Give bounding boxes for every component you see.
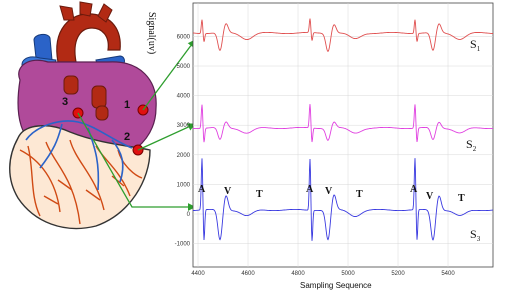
- series-label-s1: $S_1$: [470, 37, 481, 53]
- y-axis-ticks: [175, 34, 191, 247]
- wave-label-v: V: [325, 186, 333, 197]
- site-label-1: 1: [124, 99, 131, 111]
- y-tick-label: 0: [186, 212, 190, 218]
- series-label-s2: $S_2$: [466, 137, 477, 153]
- wave-label-t: T: [356, 189, 363, 200]
- site-label-2: 2: [124, 131, 131, 143]
- y-tick-label: 2000: [176, 152, 190, 159]
- x-tick-label: 5400: [441, 271, 455, 277]
- x-tick-label: 4400: [191, 271, 205, 277]
- y-tick-label: 5000: [176, 64, 190, 70]
- site-label-3: 3: [62, 96, 69, 108]
- series-label-s3: $S_3$: [470, 227, 481, 243]
- aorta: [57, 14, 120, 62]
- y-tick-label: 3000: [176, 123, 190, 130]
- wave-label-a: A: [198, 184, 206, 195]
- vena-cava: [34, 34, 52, 60]
- wave-label-a: A: [410, 184, 418, 195]
- y-tick-label: 1000: [176, 182, 190, 189]
- x-axis-label: Sampling Sequence: [300, 281, 372, 290]
- y-tick-label: -1000: [174, 241, 190, 248]
- wave-label-v: V: [426, 191, 434, 202]
- x-tick-label: 4600: [241, 271, 255, 277]
- x-tick-label: 5000: [341, 271, 355, 277]
- wave-label-t: T: [458, 193, 465, 204]
- wave-label-t: T: [256, 189, 263, 200]
- y-axis-label: Signal(uv): [146, 12, 157, 55]
- x-tick-label: 4800: [291, 271, 305, 277]
- x-tick-label: 5200: [391, 271, 405, 277]
- y-tick-label: 4000: [176, 93, 190, 100]
- wave-label-a: A: [306, 184, 314, 195]
- x-axis-ticks: [191, 271, 455, 277]
- heart-illustration: [10, 2, 156, 228]
- y-tick-label: 6000: [176, 34, 190, 41]
- signal-plot: [146, 3, 493, 290]
- wave-label-v: V: [224, 186, 232, 197]
